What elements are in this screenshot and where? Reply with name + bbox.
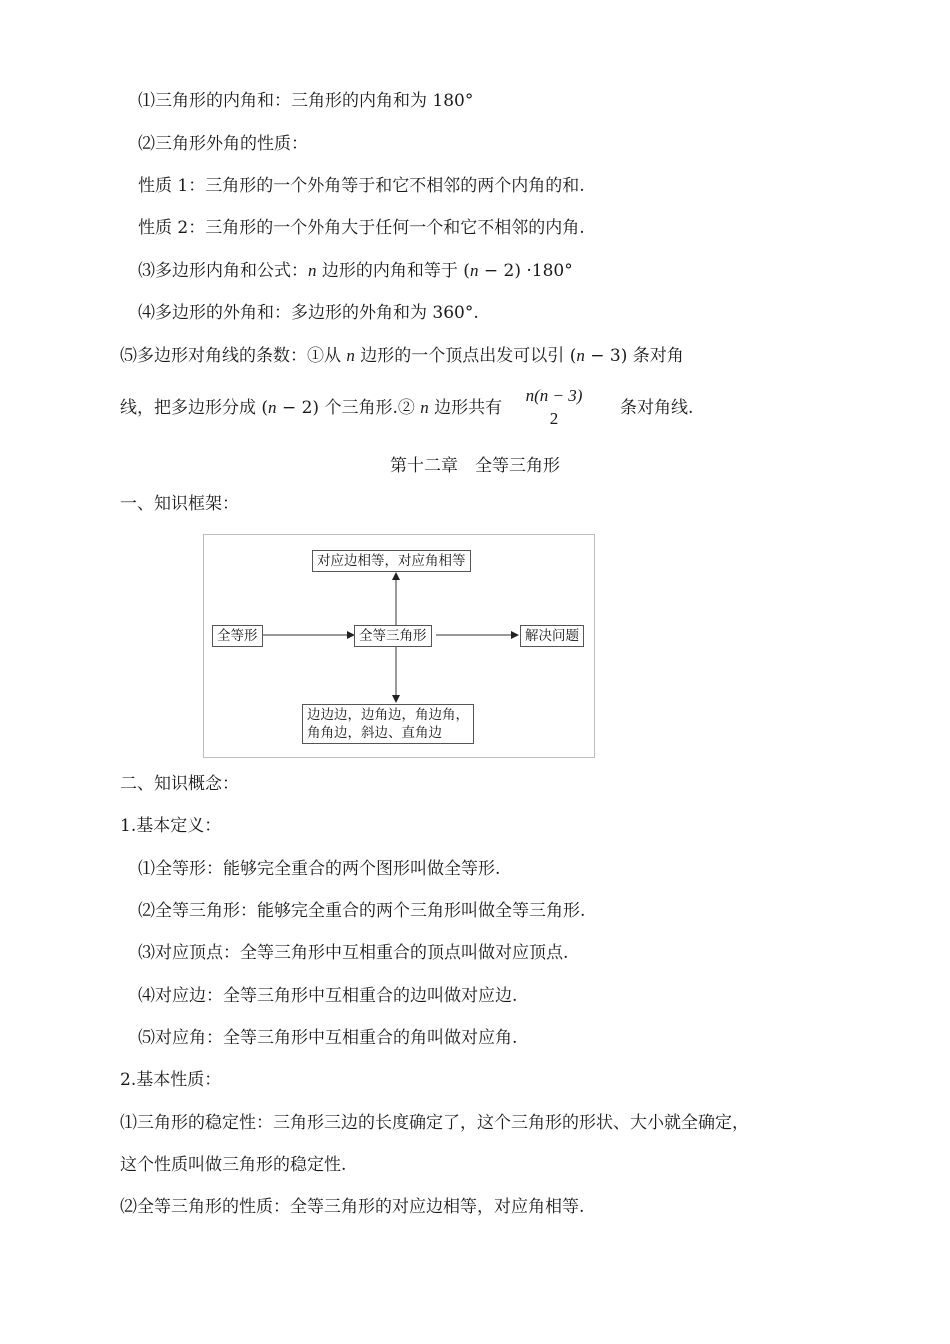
text: − 2) 个三角形.② (276, 398, 421, 418)
box-congruent-triangles: 全等三角形 (354, 625, 432, 647)
fraction-denominator: 2 (549, 409, 559, 428)
polygon-angle-sum-line (138, 260, 573, 282)
definition-item: ⑷对应边：全等三角形中互相重合的边叫做对应边. (138, 986, 518, 1006)
text: 线，把多边形分成 ( (120, 398, 269, 418)
section-concepts: 二、知识概念： (120, 774, 239, 794)
box-solve-problems: 解决问题 (520, 625, 584, 647)
text: ⑶多边形内角和公式： (138, 261, 308, 281)
stability-line-2: 这个性质叫做三角形的稳定性. (120, 1155, 347, 1175)
angle-sum-line: ⑴三角形的内角和：三角形的内角和为 180° (138, 91, 474, 111)
box-criteria (302, 704, 474, 744)
diagonal-line-1 (120, 345, 684, 367)
text: − 2) ·180° (478, 261, 573, 281)
box-corresponding-equal: 对应边相等，对应角相等 (312, 550, 471, 572)
chapter-title: 第十二章 全等三角形 (390, 456, 560, 476)
text: ⑸多边形对角线的条数：①从 (120, 346, 347, 366)
exterior-angle-heading: ⑵三角形外角的性质： (138, 134, 308, 154)
properties-heading: 2.基本性质： (120, 1070, 222, 1090)
diagonal-line-2-end: 条对角线. (620, 398, 694, 418)
var-n: n (469, 261, 479, 280)
var-n: n (576, 346, 585, 365)
definitions-heading: 1.基本定义： (120, 816, 222, 836)
diagonal-line-2 (120, 397, 502, 419)
congruent-property: ⑵全等三角形的性质：全等三角形的对应边相等，对应角相等. (120, 1197, 585, 1217)
box-congruent-figures: 全等形 (212, 625, 263, 647)
definition-item: ⑵全等三角形：能够完全重合的两个三角形叫做全等三角形. (138, 901, 586, 921)
fraction (522, 386, 586, 429)
definition-item: ⑴全等形：能够完全重合的两个图形叫做全等形. (138, 859, 501, 879)
text: 边形的一个顶点出发可以引 ( (354, 346, 577, 366)
criteria-line-2: 角角边，斜边、直角边 (307, 725, 442, 741)
var-n: n (308, 261, 317, 280)
text: 边形共有 (428, 398, 503, 418)
var-n: n (346, 346, 355, 365)
fraction-numerator: n(n − 3) (525, 386, 583, 405)
var-n: n (420, 398, 429, 417)
property-1: 性质 1：三角形的一个外角等于和它不相邻的两个内角的和. (138, 176, 585, 196)
text: 边形的内角和等于 ( (316, 261, 470, 281)
exterior-sum-line: ⑷多边形的外角和：多边形的外角和为 360°. (138, 303, 479, 323)
section-framework: 一、知识框架： (120, 494, 239, 514)
knowledge-framework-diagram (203, 534, 595, 758)
stability-line-1: ⑴三角形的稳定性：三角形三边的长度确定了，这个三角形的形状、大小就全确定， (120, 1113, 749, 1133)
text: − 3) 条对角 (584, 346, 684, 366)
definition-item: ⑶对应顶点：全等三角形中互相重合的顶点叫做对应顶点. (138, 943, 569, 963)
property-2: 性质 2：三角形的一个外角大于任何一个和它不相邻的内角. (138, 218, 585, 238)
criteria-line-1: 边边边，边角边，角边角， (307, 707, 469, 723)
var-n: n (268, 398, 277, 417)
definition-item: ⑸对应角：全等三角形中互相重合的角叫做对应角. (138, 1028, 518, 1048)
